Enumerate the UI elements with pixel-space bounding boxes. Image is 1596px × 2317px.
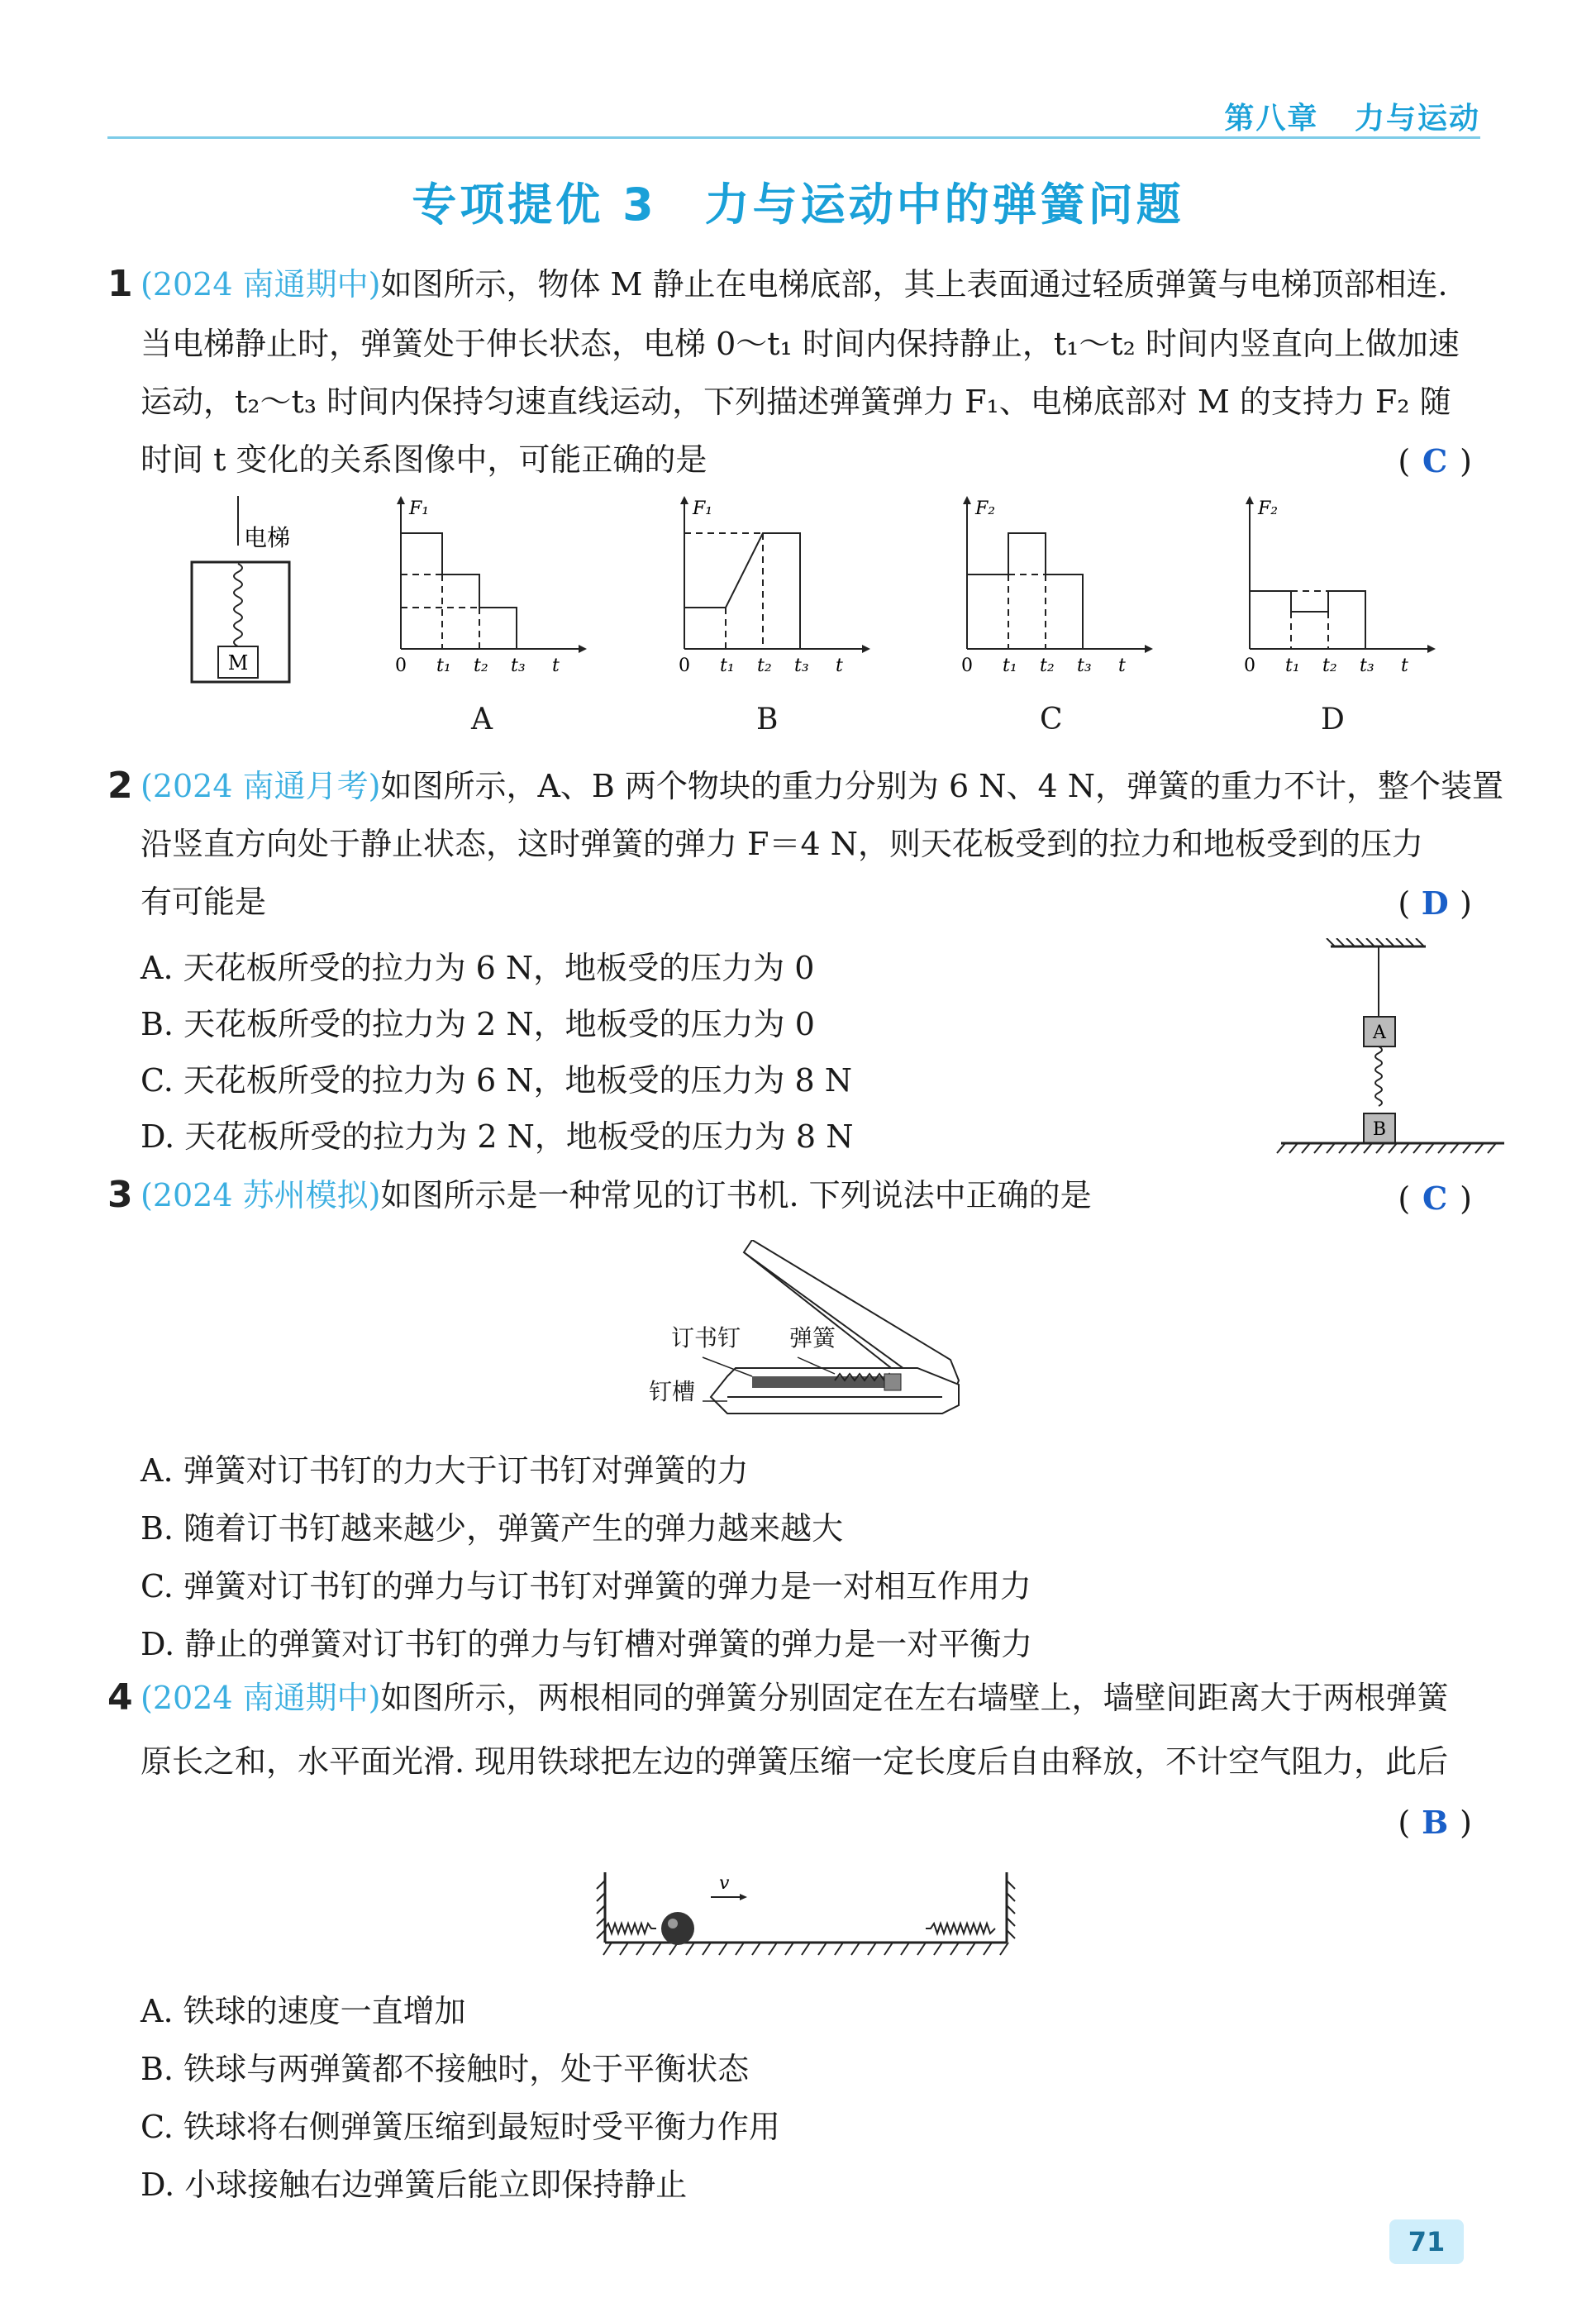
page-number: 71 bbox=[1389, 2219, 1464, 2264]
question-2-option-a: A. 天花板所受的拉力为 6 N，地板受的压力为 0 bbox=[141, 950, 815, 986]
question-1-line-2: 当电梯静止时，弹簧处于伸长状态，电梯 0～t₁ 时间内保持静止，t₁～t₂ 时间内竖直向上做加速 bbox=[141, 326, 1460, 362]
graph-a-label: A bbox=[471, 703, 493, 737]
graph-b-t3: t₃ bbox=[794, 656, 809, 676]
question-1-line-1: (2024 南通期中)如图所示，物体 M 静止在电梯底部，其上表面通过轻质弹簧与电梯顶部相连. bbox=[141, 266, 1448, 303]
graph-a-t: t bbox=[552, 656, 560, 676]
question-4-number: 4 bbox=[107, 1676, 133, 1719]
question-1-line-3: 运动，t₂～t₃ 时间内保持匀速直线运动，下列描述弹簧弹力 F₁、电梯底部对 M 的支持力 F₂ 随 bbox=[141, 384, 1451, 420]
graph-d-label: D bbox=[1321, 703, 1345, 737]
question-4-line-1: (2024 南通期中)如图所示，两根相同的弹簧分别固定在左右墙壁上，墙壁间距离大于两根弹簧 bbox=[141, 1680, 1449, 1716]
graph-c-ylabel: F₂ bbox=[975, 498, 996, 519]
question-3-option-d: D. 静止的弹簧对订书钉的弹力与钉槽对弹簧的弹力是一对平衡力 bbox=[141, 1626, 1033, 1662]
graph-b-origin: 0 bbox=[679, 656, 690, 676]
graph-a bbox=[380, 496, 587, 678]
graph-d-t: t bbox=[1401, 656, 1408, 676]
question-1-answer: ( C ) bbox=[1398, 442, 1472, 479]
question-4-source: (2024 南通期中) bbox=[141, 1680, 381, 1716]
question-3-line-1: (2024 苏州模拟)如图所示是一种常见的订书机. 下列说法中正确的是 bbox=[141, 1177, 1092, 1213]
question-2-source: (2024 南通月考) bbox=[141, 768, 381, 804]
elevator-figure bbox=[182, 496, 298, 686]
graph-b bbox=[664, 496, 870, 678]
question-3-option-b: B. 随着订书钉越来越少，弹簧产生的弹力越来越大 bbox=[141, 1510, 844, 1547]
block-b-label: B bbox=[1372, 1119, 1387, 1140]
graph-d bbox=[1229, 496, 1436, 678]
question-2-line-2: 沿竖直方向处于静止状态，这时弹簧的弹力 F＝4 N，则天花板受到的拉力和地板受到的压力 bbox=[141, 826, 1423, 862]
question-4-option-b: B. 铁球与两弹簧都不接触时，处于平衡状态 bbox=[141, 2051, 750, 2087]
graph-c-t1: t₁ bbox=[1003, 656, 1017, 676]
graph-b-label: B bbox=[756, 703, 779, 737]
graph-d-origin: 0 bbox=[1244, 656, 1255, 676]
graph-a-origin: 0 bbox=[395, 656, 407, 676]
graph-c bbox=[946, 496, 1153, 678]
question-2-answer: ( D ) bbox=[1398, 884, 1472, 922]
graph-c-label: C bbox=[1040, 703, 1063, 737]
question-1-line-4: 时间 t 变化的关系图像中，可能正确的是 bbox=[141, 441, 707, 478]
question-2-line-1: (2024 南通月考)如图所示，A、B 两个物块的重力分别为 6 N、4 N，弹簧的重力不计，整个装置 bbox=[141, 768, 1503, 804]
question-3-number: 3 bbox=[107, 1174, 133, 1216]
question-1-number: 1 bbox=[107, 263, 133, 305]
question-4-option-c: C. 铁球将右侧弹簧压缩到最短时受平衡力作用 bbox=[141, 2109, 780, 2145]
question-2-option-c: C. 天花板所受的拉力为 6 N，地板受的压力为 8 N bbox=[141, 1062, 853, 1099]
staples-label: 订书钉 bbox=[671, 1324, 741, 1352]
graph-b-t: t bbox=[836, 656, 843, 676]
graph-a-t3: t₃ bbox=[511, 656, 526, 676]
question-3-answer: ( C ) bbox=[1398, 1180, 1472, 1217]
question-4-option-d: D. 小球接触右边弹簧后能立即保持静止 bbox=[141, 2167, 688, 2203]
question-2-option-d: D. 天花板所受的拉力为 2 N，地板受的压力为 8 N bbox=[141, 1118, 854, 1155]
graph-d-t2: t₂ bbox=[1322, 656, 1337, 676]
chapter-label: 第八章 bbox=[1224, 102, 1319, 136]
blocks-spring-figure bbox=[1240, 938, 1513, 1161]
question-4-answer: ( B ) bbox=[1398, 1804, 1472, 1841]
chapter-header bbox=[1224, 95, 1480, 137]
graph-d-t1: t₁ bbox=[1285, 656, 1300, 676]
graph-b-t2: t₂ bbox=[757, 656, 772, 676]
question-4-option-a: A. 铁球的速度一直增加 bbox=[141, 1993, 466, 2029]
question-2-option-b: B. 天花板所受的拉力为 2 N，地板受的压力为 0 bbox=[141, 1006, 815, 1042]
spring-label: 弹簧 bbox=[789, 1324, 836, 1352]
question-3-source: (2024 苏州模拟) bbox=[141, 1177, 381, 1213]
graph-c-t2: t₂ bbox=[1040, 656, 1055, 676]
block-a-label: A bbox=[1373, 1023, 1386, 1043]
elevator-label: 电梯 bbox=[244, 524, 291, 551]
velocity-label: v bbox=[719, 1873, 730, 1894]
question-3-option-c: C. 弹簧对订书钉的弹力与订书钉对弹簧的弹力是一对相互作用力 bbox=[141, 1568, 1031, 1604]
graph-a-t1: t₁ bbox=[436, 656, 451, 676]
graph-b-ylabel: F₁ bbox=[693, 498, 713, 519]
question-3-option-a: A. 弹簧对订书钉的力大于订书钉对弹簧的力 bbox=[141, 1452, 749, 1489]
graph-c-t3: t₃ bbox=[1077, 656, 1092, 676]
graph-a-ylabel: F₁ bbox=[409, 498, 430, 519]
graph-d-ylabel: F₂ bbox=[1258, 498, 1279, 519]
question-1-source: (2024 南通期中) bbox=[141, 266, 381, 303]
block-m-label: M bbox=[227, 651, 249, 675]
question-2-number: 2 bbox=[107, 765, 133, 807]
chapter-topic: 力与运动 bbox=[1354, 102, 1480, 136]
page-title: 专项提优 3 力与运动中的弹簧问题 bbox=[412, 179, 1184, 231]
header-divider bbox=[107, 136, 1480, 139]
graph-c-origin: 0 bbox=[961, 656, 973, 676]
question-2-line-3: 有可能是 bbox=[141, 884, 267, 920]
question-4-line-2: 原长之和，水平面光滑. 现用铁球把左边的弹簧压缩一定长度后自由释放，不计空气阻力，此后 bbox=[141, 1743, 1449, 1780]
wall-springs-figure bbox=[595, 1864, 1017, 1963]
graph-a-t2: t₂ bbox=[474, 656, 488, 676]
graph-d-t3: t₃ bbox=[1360, 656, 1374, 676]
graph-b-t1: t₁ bbox=[720, 656, 735, 676]
slot-label: 钉槽 bbox=[649, 1378, 696, 1405]
graph-c-t: t bbox=[1118, 656, 1126, 676]
